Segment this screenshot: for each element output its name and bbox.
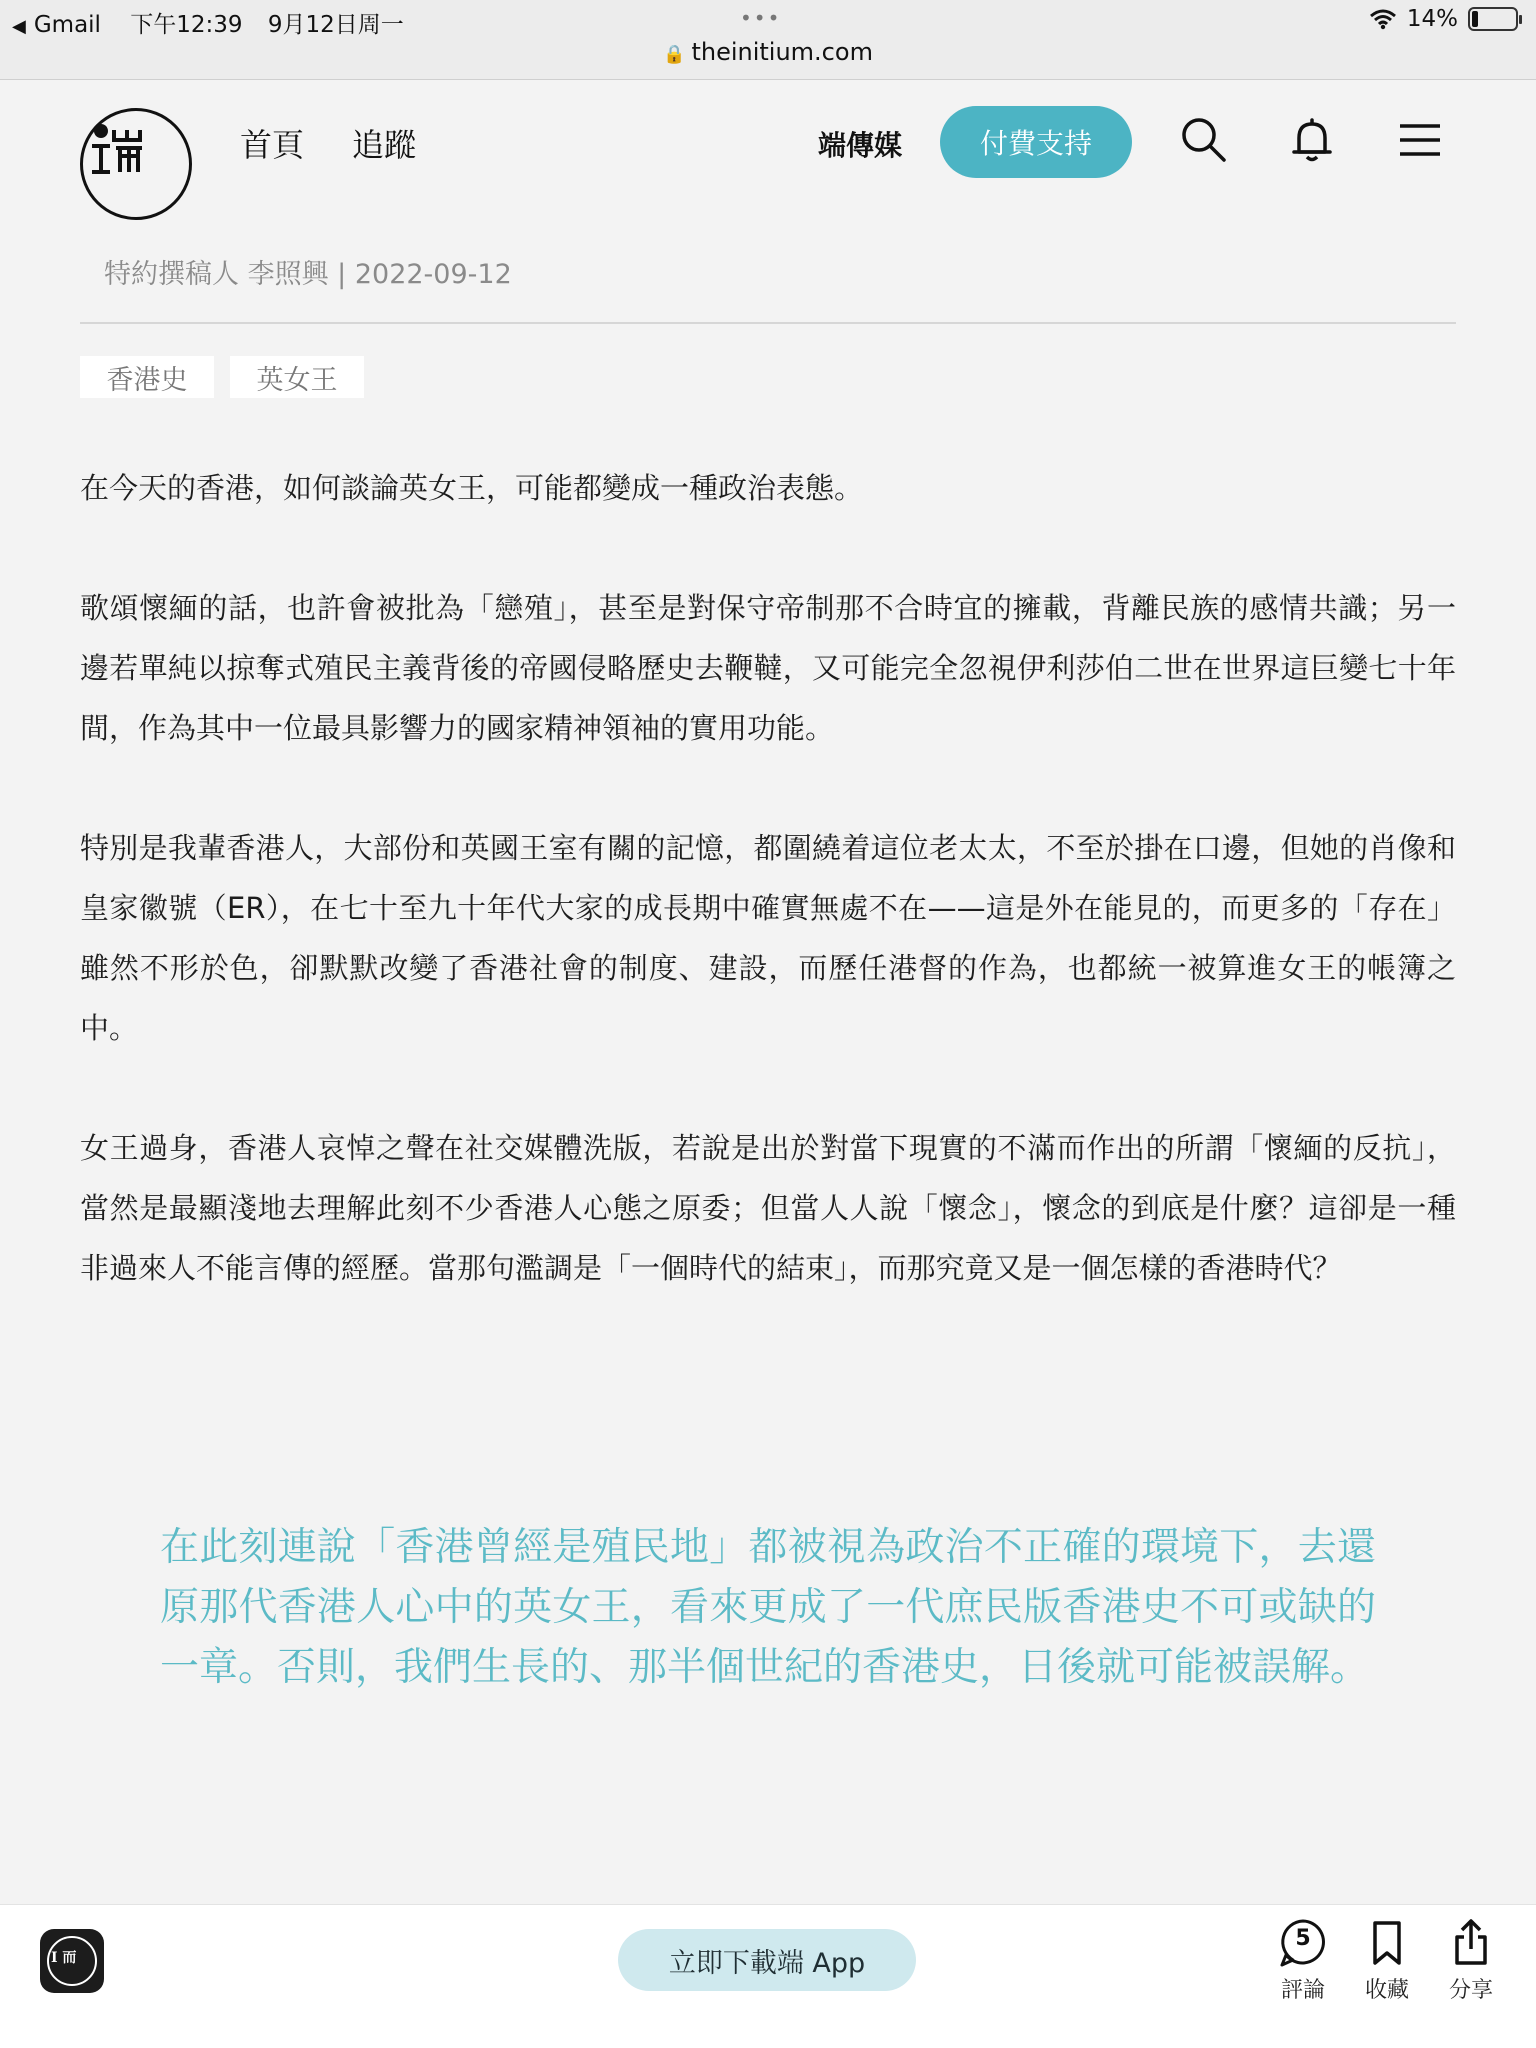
tag-hk-history[interactable]: 香港史	[80, 356, 214, 398]
search-icon[interactable]	[1176, 112, 1232, 168]
article-body	[80, 458, 1456, 1298]
status-time: 下午12:39	[130, 12, 243, 38]
bookmark-icon	[1361, 1917, 1413, 1969]
status-date: 9月12日周一	[267, 12, 404, 38]
save-label: 收藏	[1364, 1978, 1409, 2003]
comment-label: 評論	[1280, 1978, 1325, 2003]
site-logo[interactable]	[80, 108, 192, 220]
comment-icon	[1277, 1917, 1329, 1969]
save-button[interactable]	[1352, 1917, 1422, 2004]
bell-icon[interactable]	[1284, 112, 1340, 168]
download-app-button[interactable]: 立即下載端 App	[618, 1929, 916, 1991]
battery-fill	[1472, 11, 1478, 27]
logo-mark-icon	[80, 108, 192, 220]
share-button[interactable]	[1436, 1917, 1506, 2004]
back-arrow-icon[interactable]: ◀	[12, 16, 26, 37]
article-paragraph: 歌頌懷緬的話，也許會被批為「戀殖」，甚至是對保守帝制那不合時宜的擁載，背離民族的感情共識；另一邊若單純以掠奪式殖民主義背後的帝國侵略歷史去鞭韃，又可能完全忽視伊利莎伯二世在世界這巨變七十年間，作為其中一位最具影響力的國家精神領袖的實用功能。	[80, 591, 1456, 745]
article-byline: 特約撰稿人 李照興 | 2022-09-12	[104, 259, 512, 290]
app-icon-mark: I 而	[51, 1950, 77, 1966]
comment-count: 5	[1295, 1926, 1311, 1951]
share-icon	[1445, 1917, 1497, 1969]
wifi-icon	[1369, 8, 1397, 30]
pay-support-button[interactable]: 付費支持	[940, 106, 1132, 178]
article-paragraph: 特別是我輩香港人，大部份和英國王室有關的記憶，都圍繞着這位老太太，不至於掛在口邊，但她的肖像和皇家徽號（ER），在七十至九十年代大家的成長期中確實無處不在——這是外在能見的，而更多的「存在」雖然不形於色，卻默默改變了香港社會的制度、建設，而歷任港督的作為，也都統一被算進女王的帳簿之中。	[80, 831, 1456, 1045]
bottom-toolbar	[0, 1904, 1536, 2048]
comment-button[interactable]	[1268, 1917, 1338, 2004]
article-paragraph: 在今天的香港，如何談論英女王，可能都變成一種政治表態。	[80, 471, 864, 505]
brand-link[interactable]: 端傳媒	[818, 129, 903, 162]
app-icon[interactable]	[40, 1929, 104, 1993]
browser-status-bar	[0, 0, 1536, 80]
address-bar[interactable]	[0, 38, 1536, 66]
back-app-label[interactable]: Gmail	[33, 12, 101, 38]
nav-follow[interactable]: 追蹤	[352, 126, 417, 164]
url-text: theinitium.com	[691, 38, 873, 66]
article-paragraph: 女王過身，香港人哀悼之聲在社交媒體洗版，若說是出於對當下現實的不滿而作出的所謂「懷緬的反抗」，當然是最顯淺地去理解此刻不少香港人心態之原委；但當人人說「懷念」，懷念的到底是什麼？這卻是一種非過來人不能言傳的經歷。當那句濫調是「一個時代的結束」，而那究竟又是一個怎樣的香港時代？	[80, 1131, 1456, 1285]
battery-percent: 14%	[1406, 6, 1458, 32]
battery-icon	[1468, 7, 1518, 31]
menu-icon[interactable]	[1392, 112, 1448, 168]
tag-queen[interactable]: 英女王	[230, 356, 364, 398]
status-right	[1369, 6, 1518, 32]
share-label: 分享	[1448, 1978, 1493, 2003]
multitask-dots[interactable]: •••	[740, 6, 782, 30]
status-left	[12, 6, 404, 39]
nav-home[interactable]: 首頁	[240, 126, 305, 164]
lock-icon: 🔒	[663, 44, 686, 65]
pull-quote: 在此刻連說「香港曾經是殖民地」都被視為政治不正確的環境下，去還原那代香港人心中的英女王，看來更成了一代庶民版香港史不可或缺的一章。否則，我們生長的、那半個世紀的香港史，日後就可能被誤解。	[160, 1525, 1376, 1690]
header-divider	[80, 322, 1456, 324]
